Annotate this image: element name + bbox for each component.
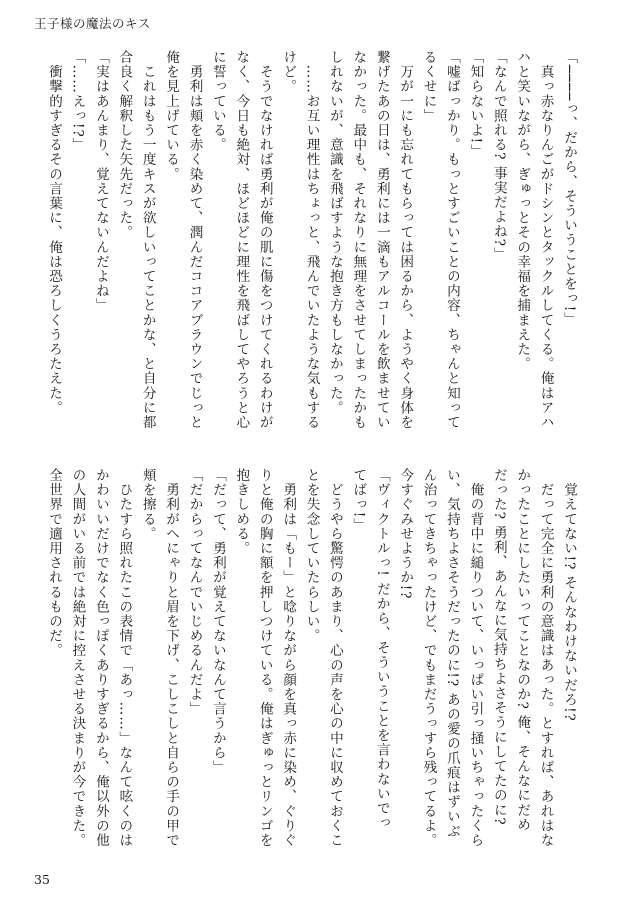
text-line: 真っ赤なりんごがドシンとタックルしてくる。俺はアハ: [537, 50, 554, 430]
text-line: だって完全に勇利の意識はあった。とすれば、あれはな: [537, 468, 554, 848]
text-line: ん治ってきちゃったけど、でもまだうっすら残ってるよ。: [420, 468, 437, 848]
text-line: 俺の背中に縋りついて、いっぱい引っ掻いちゃったくら: [467, 468, 484, 848]
text-line: 今すぐみせようか!?: [397, 468, 414, 600]
text-line: とを失念していたらしい。: [303, 468, 320, 644]
text-line: なかった。最中も、それなりに無理をさせてしまったかも: [350, 50, 367, 430]
text-line: ひたすら照れたこの表情で「あっ……」なんて呟くのは: [116, 468, 133, 848]
text-line: 「知らないよ!」: [467, 50, 484, 159]
text-line: 全世界で適用されるものだ。: [46, 468, 63, 658]
lower-text-block: [46, 468, 580, 853]
text-line: 「嘘ばっかり。もっとすごいことの内容、ちゃんと知って: [443, 50, 460, 430]
text-line: 俺を見上げている。: [163, 50, 180, 182]
text-line: 「────っ、だから、そういうことをっ!」: [561, 50, 577, 327]
text-line: かわいいだけでなく色っぽくありすぎるから、俺以外の他: [92, 468, 109, 848]
text-line: ……お互い理性はちょっと、飛んでいたような気もする: [303, 50, 320, 430]
text-line: てばっ!」: [350, 468, 367, 533]
running-head-title: 王子様の魔法のキス: [34, 16, 151, 31]
text-line: 「ヴィクトルっ! だから、そういうことを言わないでっ: [373, 468, 390, 831]
text-line: どうやら驚愕のあまり、心の声を心の中に収めておくこ: [326, 468, 343, 848]
text-line: しれないが、意識を飛ばすような抱き方もしなかった。: [326, 50, 343, 415]
page-number: 35: [34, 872, 50, 887]
text-line: るくせに」: [420, 50, 437, 123]
text-line: 「だからってなんでいじめるんだよ」: [186, 468, 203, 717]
upper-text-block: [46, 50, 580, 435]
text-line: 繋げたあの日は、勇利には一滴もアルコールを飲ませてい: [373, 50, 390, 430]
text-line: 勇利は「もー」と唸りながら顔を真っ赤に染め、ぐりぐ: [280, 468, 297, 848]
text-line: 「なんで照れる? 事実だよね?」: [490, 50, 507, 262]
text-line: りと俺の胸に額を押しつけている。俺はぎゅっとリンゴを: [256, 468, 273, 848]
text-line: 合良く解釈した矢先だった。: [116, 50, 133, 240]
text-line: 「実はあんまり、覚えてないんだよね」: [92, 50, 109, 313]
text-line: だった? 勇利、あんなに気持ちよさそうにしてたのに?: [490, 468, 507, 826]
text-line: そうでなければ勇利が俺の肌に傷をつけてくれるわけが: [256, 50, 273, 430]
text-line: これはもう一度キスが欲しいってことかな、と自分に都: [139, 50, 156, 430]
text-line: 勇利は頬を赤く染めて、潤んだココアブラウンでじっと: [186, 50, 203, 430]
text-line: けど。: [280, 50, 297, 94]
text-line: 衝撃的すぎるその言葉に、俺は恐ろしくうろたえた。: [46, 50, 63, 415]
text-line: い、気持ちよさそうだったのに!? あの愛の爪痕はずいぶ: [443, 468, 460, 839]
text-line: 「……えっ!?」: [69, 50, 86, 153]
text-line: の人間がいる前では絶対に控えさせる決まりが今できた。: [69, 468, 86, 848]
text-line: 勇利がへにゃりと眉を下げ、こしこしと自らの手の甲で: [163, 468, 180, 848]
text-line: 抱きしめる。: [233, 468, 250, 556]
text-line: 「だって、勇利が覚えてないなんて言うから」: [209, 468, 226, 775]
text-line: に誓っている。: [209, 50, 226, 153]
text-line: 万が一にも忘れてもらっては困るから、ようやく身体を: [397, 50, 414, 430]
text-line: 覚えてない!? そんなわけないだろ!?: [561, 468, 577, 722]
text-line: かったことにしたいってことなのか? 俺、そんなにだめ: [514, 468, 531, 833]
text-line: なく、今日も絶対、ほどほどに理性を飛ばしてやろうと心: [233, 50, 250, 430]
text-line: 頬を擦る。: [139, 468, 156, 541]
text-line: ハと笑いながら、ぎゅっとその幸福を捕まえた。: [514, 50, 531, 372]
